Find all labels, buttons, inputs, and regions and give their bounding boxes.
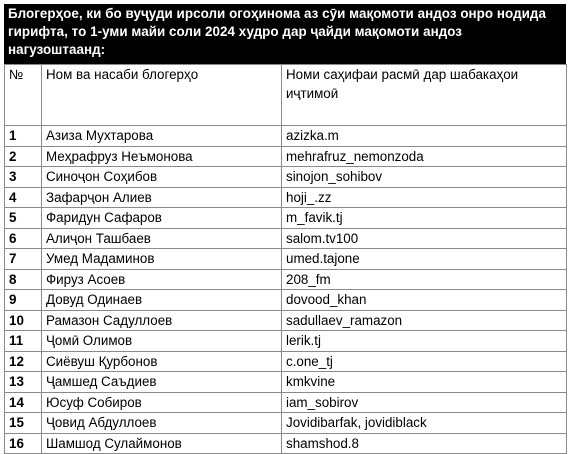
social-page-name: m_favik.tj [282, 208, 567, 229]
table-row [5, 269, 567, 290]
row-number: 15 [5, 413, 42, 434]
header-page: Номи саҳифаи расмӣ дар шабакаҳои иҷтимоӣ [282, 65, 567, 126]
header-number: № [5, 65, 42, 126]
blogger-name: Ҷовид Абдуллоев [42, 413, 282, 434]
table-row [5, 351, 567, 372]
row-number: 7 [5, 249, 42, 270]
row-number: 13 [5, 372, 42, 393]
blogger-name: Рамазон Садуллоев [42, 310, 282, 331]
row-number: 8 [5, 269, 42, 290]
row-number: 11 [5, 331, 42, 352]
social-page-name: Jovidibarfak, jovidiblack [282, 413, 567, 434]
table-body [5, 126, 567, 454]
bloggers-table [4, 64, 567, 454]
row-number: 5 [5, 208, 42, 229]
social-page-name: salom.tv100 [282, 228, 567, 249]
blogger-name: Шамшод Сулаймонов [42, 433, 282, 454]
social-page-name: 208_fm [282, 269, 567, 290]
row-number: 9 [5, 290, 42, 311]
blogger-name: Меҳрафруз Неъмонова [42, 146, 282, 167]
header-name: Ном ва насаби блогерҳо [42, 65, 282, 126]
social-page-name: umed.tajone [282, 249, 567, 270]
social-page-name: shamshod.8 [282, 433, 567, 454]
table-row [5, 290, 567, 311]
row-number: 12 [5, 351, 42, 372]
table-row [5, 433, 567, 454]
social-page-name: sadullaev_ramazon [282, 310, 567, 331]
blogger-name: Ҷамшед Саъдиев [42, 372, 282, 393]
row-number: 1 [5, 126, 42, 147]
table-row [5, 187, 567, 208]
row-number: 6 [5, 228, 42, 249]
social-page-name: sinojon_sohibov [282, 167, 567, 188]
blogger-name: Юсуф Собиров [42, 392, 282, 413]
row-number: 4 [5, 187, 42, 208]
table-row [5, 331, 567, 352]
blogger-name: Фируз Асоев [42, 269, 282, 290]
blogger-name: Азиза Мухтарова [42, 126, 282, 147]
blogger-name: Довуд Одинаев [42, 290, 282, 311]
table-row [5, 167, 567, 188]
social-page-name: mehrafruz_nemonzoda [282, 146, 567, 167]
table-row [5, 310, 567, 331]
social-page-name: kmkvine [282, 372, 567, 393]
row-number: 16 [5, 433, 42, 454]
table-row [5, 208, 567, 229]
table-header-row [5, 65, 567, 126]
table-row [5, 372, 567, 393]
table-row [5, 146, 567, 167]
social-page-name: dovood_khan [282, 290, 567, 311]
row-number: 3 [5, 167, 42, 188]
blogger-name: Умед Мадаминов [42, 249, 282, 270]
social-page-name: hoji_.zz [282, 187, 567, 208]
table-row [5, 126, 567, 147]
document-heading: Блогерҳое, ки бо вуҷуди ирсоли огоҳинома аз сӯи мақомоти андоз онро нодида гирифта, то 1-уми майи соли 2024 худро дар ҷайди мақомоти андоз нагузоштаанд: [4, 4, 566, 64]
row-number: 10 [5, 310, 42, 331]
social-page-name: c.one_tj [282, 351, 567, 372]
social-page-name: lerik.tj [282, 331, 567, 352]
table-row [5, 228, 567, 249]
social-page-name: azizka.m [282, 126, 567, 147]
blogger-name: Алиҷон Ташбаев [42, 228, 282, 249]
row-number: 14 [5, 392, 42, 413]
document [4, 4, 566, 454]
blogger-name: Зафарҷон Алиев [42, 187, 282, 208]
social-page-name: iam_sobirov [282, 392, 567, 413]
blogger-name: Ҷомӣ Олимов [42, 331, 282, 352]
blogger-name: Фаридун Сафаров [42, 208, 282, 229]
blogger-name: Сиёвуш Қурбонов [42, 351, 282, 372]
table-row [5, 392, 567, 413]
row-number: 2 [5, 146, 42, 167]
table-row [5, 249, 567, 270]
blogger-name: Синоҷон Соҳибов [42, 167, 282, 188]
table-row [5, 413, 567, 434]
